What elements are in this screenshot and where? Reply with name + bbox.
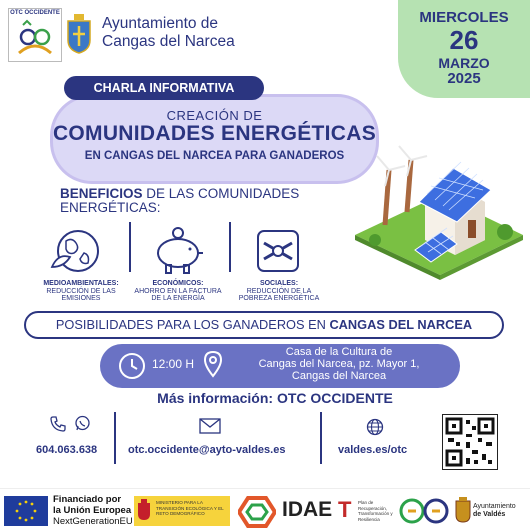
address-line: Cangas del Narcea (291, 370, 387, 382)
valdes-text (473, 503, 516, 519)
idae-hexagon-logo (238, 496, 276, 528)
phone-icon (50, 416, 66, 432)
benefit-caption (233, 280, 325, 303)
idae-logo: IDAE (282, 498, 333, 521)
venue-address (226, 346, 452, 382)
benefit-text: EMISIONES (61, 295, 101, 302)
ministry-logo (134, 496, 230, 526)
globe-icon (366, 418, 384, 436)
eu-flag-icon (4, 496, 48, 526)
possibilities-bold: CANGAS DEL NARCEA (329, 317, 473, 332)
qr-code-icon[interactable] (442, 414, 498, 470)
benefit-text: POBREZA ENERGÉTICA (238, 295, 320, 302)
hands-community-icon (250, 223, 306, 277)
benefit-caption (132, 280, 224, 303)
eu-line1: Financiado por (53, 494, 122, 505)
charla-badge: CHARLA INFORMATIVA (64, 76, 264, 100)
date-weekday: MIERCOLES (419, 9, 509, 26)
location-pin-icon (203, 350, 223, 378)
event-time: 12:00 H (152, 357, 195, 371)
otc-occidente-logo (8, 8, 62, 62)
benefits-heading-line2: ENERGÉTICAS: (60, 200, 161, 215)
date-badge (398, 0, 530, 98)
valdes-crest-icon (455, 497, 471, 523)
benefit-divider (129, 222, 131, 272)
address-line: Cangas del Narcea, pz. Mayor 1, (258, 358, 420, 370)
eu-line3: NextGenerationEU (53, 516, 133, 527)
benefit-title: ECONÓMICOS: (152, 280, 204, 287)
title-line1: CREACIÓN DE (166, 108, 263, 123)
globe-leaf-icon (48, 223, 104, 277)
benefit-title: MEDIOAMBIENTALES: (43, 280, 119, 287)
benefit-text: REDUCCIÓN DE LA (246, 287, 312, 295)
contact-divider (320, 412, 322, 464)
possibilities-text: POSIBILIDADES PARA LOS GANADEROS EN (55, 317, 330, 332)
whatsapp-icon (74, 415, 91, 432)
date-day: 26 (449, 25, 479, 55)
valdes-line2: de Valdés (473, 511, 506, 518)
email-address[interactable]: otc.occidente@ayto-valdes.es (128, 444, 286, 456)
date-month: MARZO (438, 55, 490, 71)
website-link[interactable]: valdes.es/otc (338, 444, 408, 456)
eu-funding-text (53, 494, 133, 527)
valdes-line1: Ayuntamiento (473, 503, 516, 510)
more-info-heading: Más información: OTC OCCIDENTE (157, 390, 393, 406)
address-line: Casa de la Cultura de (285, 346, 393, 358)
benefits-heading (60, 187, 320, 215)
ayuntamiento-line1: Ayuntamiento de (102, 15, 219, 32)
plan-text: Plan de Recuperación, Transformación y Resiliencia (358, 500, 393, 522)
clock-icon (118, 352, 146, 380)
possibilities-banner (24, 311, 504, 339)
contact-divider (114, 412, 116, 464)
otc-logo-label: OTC OCCIDENTE (10, 10, 60, 16)
benefit-title: SOCIALES: (259, 280, 299, 287)
benefits-heading-rest: DE LAS COMUNIDADES (142, 186, 300, 201)
benefit-caption (35, 280, 127, 303)
benefit-text: AHORRO EN LA FACTURA (134, 287, 222, 295)
tr-logo-icon: T (338, 497, 352, 522)
spain-crest-icon (137, 499, 151, 521)
phone-number[interactable]: 604.063.638 (36, 444, 98, 456)
otc-footer-logo (398, 496, 450, 526)
house-solar-illustration (345, 140, 525, 280)
benefit-text: DE LA ENERGÍA (151, 295, 205, 302)
ministry-text: MINISTERIO PARA LA TRANSICIÓN ECOLÓGICA Y EL RETO DEMOGRÁFICO (156, 500, 224, 516)
ayuntamiento-line2: Cangas del Narcea (102, 33, 235, 50)
ayuntamiento-name (102, 15, 235, 51)
coat-of-arms-icon (66, 14, 92, 54)
title-line3: EN CANGAS DEL NARCEA PARA GANADEROS (84, 150, 345, 162)
benefit-divider (229, 222, 231, 272)
benefit-text: REDUCCIÓN DE LAS (46, 287, 116, 295)
benefits-heading-bold: BENEFICIOS (60, 186, 143, 201)
footer-divider (0, 488, 530, 489)
email-icon (199, 418, 221, 434)
title-line2: COMUNIDADES ENERGÉTICAS (52, 122, 377, 145)
piggy-bank-icon (150, 223, 206, 277)
date-year: 2025 (447, 70, 481, 87)
eu-line2: la Unión Europea (53, 505, 132, 516)
